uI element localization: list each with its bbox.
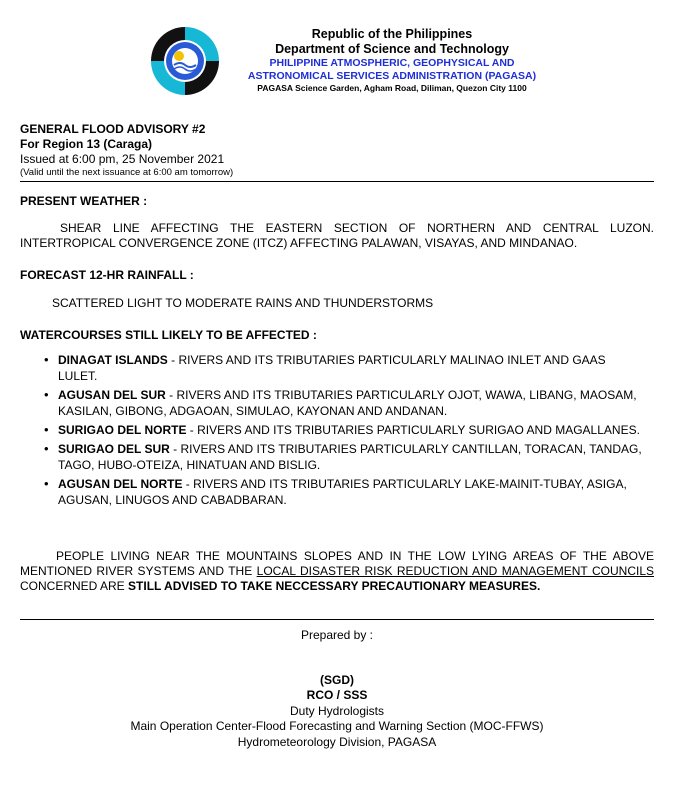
watercourse-detail: - RIVERS AND ITS TRIBUTARIES PARTICULARLY SURIGAO AND MAGALLANES. bbox=[186, 423, 640, 437]
signature-division: Hydrometeorology Division, PAGASA bbox=[237, 735, 437, 749]
header-republic: Republic of the Philippines bbox=[311, 27, 473, 41]
signature-role: Duty Hydrologists bbox=[289, 704, 385, 718]
watercourse-item bbox=[44, 476, 644, 508]
present-weather-text: SHEAR LINE AFFECTING THE EASTERN SECTION OF NORTHERN AND CENTRAL LUZON. INTERTROPICAL CONVERGENCE ZONE (ITCZ) AFFECTING PALAWAN, VISAYAS, AND MINDANAO. bbox=[20, 221, 654, 250]
forecast-heading: FORECAST 12-HR RAINFALL : bbox=[20, 268, 194, 282]
advisory-validity: (Valid until the next issuance at 6:00 am tomorrow) bbox=[20, 167, 234, 178]
watercourse-item bbox=[44, 422, 644, 438]
watercourse-item bbox=[44, 352, 644, 384]
watercourse-item bbox=[44, 387, 644, 419]
advisory-issued: Issued at 6:00 pm, 25 November 2021 bbox=[20, 152, 225, 166]
watercourse-province: SURIGAO DEL SUR bbox=[58, 442, 170, 456]
advisory-region: For Region 13 (Caraga) bbox=[20, 137, 153, 151]
agency-line-2: ASTRONOMICAL SERVICES ADMINISTRATION (PAGASA) bbox=[247, 70, 537, 82]
watercourse-province: SURIGAO DEL NORTE bbox=[58, 423, 187, 437]
advice-paragraph bbox=[20, 549, 654, 594]
header-address: PAGASA Science Garden, Agham Road, Diliman, Quezon City 1100 bbox=[257, 83, 527, 93]
agency-line-1: PHILIPPINE ATMOSPHERIC, GEOPHYSICAL AND bbox=[269, 57, 515, 69]
advice-bold: STILL ADVISED TO TAKE NECCESSARY PRECAUTIONARY MEASURES. bbox=[128, 579, 541, 593]
present-weather-heading: PRESENT WEATHER : bbox=[20, 194, 148, 208]
advice-drrm-councils: LOCAL DISASTER RISK REDUCTION AND MANAGEMENT COUNCILS bbox=[256, 564, 654, 578]
advice-part-2: CONCERNED ARE bbox=[20, 579, 129, 593]
watercourse-detail: - RIVERS AND ITS TRIBUTARIES PARTICULARLY OJOT, WAWA, LIBANG, MAOSAM, KASILAN, GIBONG, ADGAOAN, SIMULAO, KAYONAN AND ANDANAN. bbox=[58, 388, 637, 418]
watercourse-detail: - RIVERS AND ITS TRIBUTARIES PARTICULARLY LAKE-MAINIT-TUBAY, ASIGA, AGUSAN, LINUGOS AND CABADBARAN. bbox=[58, 477, 627, 507]
signature-sgd: (SGD) bbox=[320, 673, 354, 687]
watercourse-province: DINAGAT ISLANDS bbox=[58, 353, 168, 367]
header-department: Department of Science and Technology bbox=[275, 42, 509, 56]
signature-names: RCO / SSS bbox=[306, 688, 368, 702]
forecast-text: SCATTERED LIGHT TO MODERATE RAINS AND THUNDERSTORMS bbox=[52, 296, 434, 310]
watercourse-detail: - RIVERS AND ITS TRIBUTARIES PARTICULARLY MALINAO INLET AND GAAS LULET. bbox=[58, 353, 606, 383]
watercourse-detail: - RIVERS AND ITS TRIBUTARIES PARTICULARLY CANTILLAN, TORACAN, TANDAG, TAGO, HUBO-OTEIZA, HINATUAN AND BISLIG. bbox=[58, 442, 642, 472]
watercourses-list bbox=[44, 352, 644, 511]
divider-top bbox=[20, 181, 654, 182]
header-agency bbox=[232, 57, 552, 83]
watercourse-item bbox=[44, 441, 644, 473]
pagasa-logo bbox=[150, 26, 220, 96]
prepared-by: Prepared by : bbox=[300, 628, 374, 642]
advisory-title: GENERAL FLOOD ADVISORY #2 bbox=[20, 122, 206, 136]
signature-section: Main Operation Center-Flood Forecasting and Warning Section (MOC-FFWS) bbox=[130, 719, 544, 733]
watercourse-province: AGUSAN DEL SUR bbox=[58, 388, 166, 402]
watercourse-province: AGUSAN DEL NORTE bbox=[58, 477, 183, 491]
watercourses-heading: WATERCOURSES STILL LIKELY TO BE AFFECTED : bbox=[20, 328, 317, 342]
advice-part-1: PEOPLE LIVING NEAR THE MOUNTAINS SLOPES AND IN THE LOW LYING AREAS OF THE ABOVE MENTIONED RIVER SYSTEMS AND THE bbox=[20, 549, 654, 578]
divider-bottom bbox=[20, 619, 654, 620]
